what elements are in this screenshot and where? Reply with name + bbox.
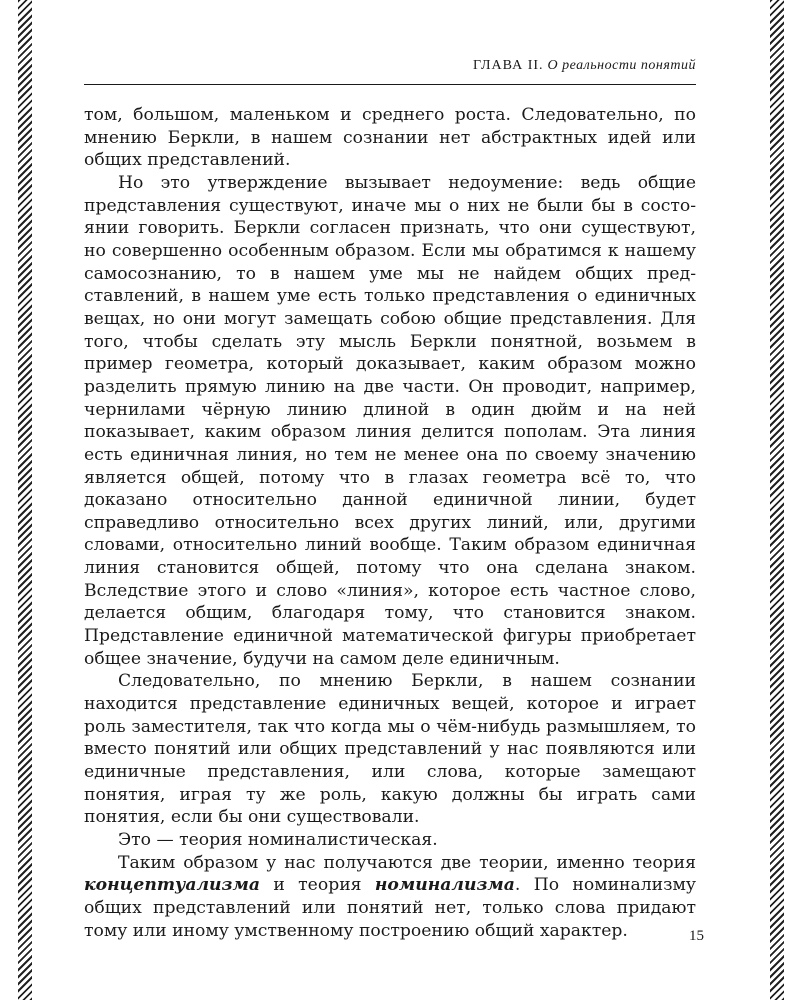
paragraph-text: том, большом, маленьком и среднего роста. Следовательно, по мнению Беркли, в нашем сознании нет абстрактных идей или общих представлений.	[84, 105, 696, 171]
paragraph-text: Но это утверждение вызывает недоумение: ведь общие представления существуют, иначе мы о них не были бы в состоянии говорить. Беркли согласен признать, что они существуют, но совершенно особенным образом. Если мы обратимся к нашему самосознанию, то в нашем уме мы не найдем общих представлений, в нашем уме есть только представления о единичных вещах, но они могут замещать собою общие представления. Для того, чтобы сделать эту мысль Беркли понятной, возьмем в пример геометра, который доказывает, каким образом можно разделить прямую линию на две части. Он проводит, например, чернилами чёрную линию длиной в один дюйм и на ней показывает, каким образом линия делится пополам. Эта линия есть единичная линия, но тем не менее она по своему значению является общей, потому что в глазах геометра всё то, что доказано относительно данной единичной линии, будет справедливо относительно всех других линий, или, другими словами, относительно линий вообще. Таким образом единичная линия становится общей, потому что она сделана знаком. Вследствие этого и слово «линия», которое есть частное слово, делается общим, благодаря тому, что становится знаком. Представление единичной математической фигуры приобретает общее значение, будучи на самом деле единичным.	[84, 172, 696, 669]
chapter-title: О реальности понятий	[547, 58, 696, 73]
header-rule	[84, 84, 696, 85]
page-edge-right-decoration	[770, 0, 784, 1000]
paragraph	[84, 829, 696, 852]
chapter-label: ГЛАВА II.	[473, 58, 544, 73]
paragraph-text: Следовательно, по мнению Беркли, в нашем сознании находится представление единичных вещей, которое и играет роль заместителя, так что когда мы о чём-нибудь размышляем, то вместо понятий или общих представлений у нас появляются или единичные представления, или слова, которые замещают понятия, играя ту же роль, какую должны бы играть сами понятия, если бы они существовали.	[84, 671, 696, 828]
paragraph	[84, 172, 696, 670]
paragraph-text: . По номинализму общих представлений или понятий нет, только слова придают тому или иному умственному построению общий характер.	[84, 875, 696, 941]
paragraph-text: Это — теория номиналистическая.	[118, 830, 438, 850]
page-number: 15	[689, 928, 704, 944]
emphasized-term: концептуализма	[84, 875, 260, 896]
paragraph	[84, 104, 696, 172]
paragraph	[84, 852, 696, 943]
body-text	[84, 104, 696, 942]
page-edge-left-decoration	[18, 0, 32, 1000]
paragraph-text: и теория	[260, 875, 375, 896]
emphasized-term: номинализма	[374, 875, 515, 896]
running-header	[84, 58, 696, 74]
paragraph	[84, 670, 696, 829]
paragraph-text: Таким образом у нас получаются две теории, именно теория	[118, 852, 696, 873]
